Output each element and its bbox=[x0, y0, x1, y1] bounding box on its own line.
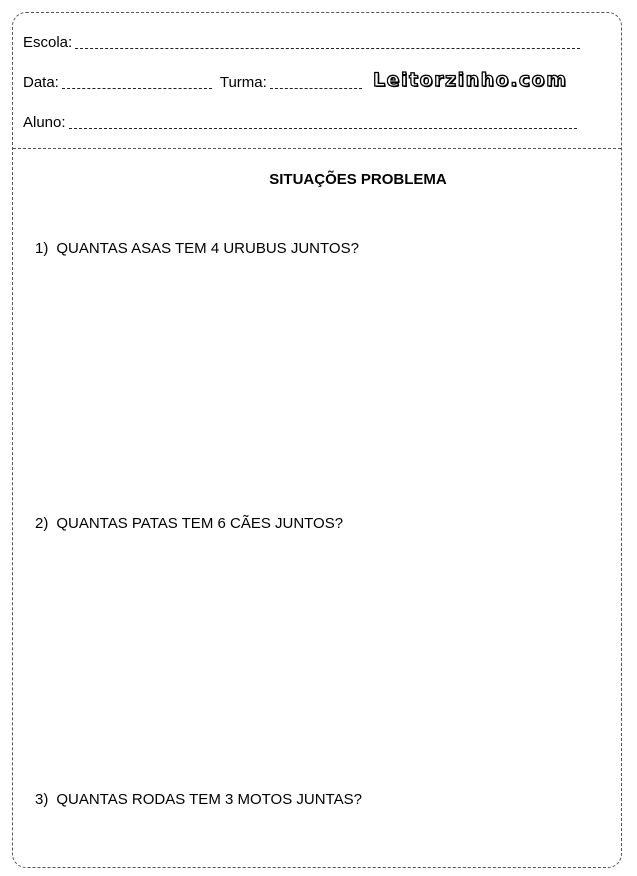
question-number: 3) bbox=[35, 791, 49, 808]
header-section bbox=[13, 13, 621, 149]
class-label: Turma: bbox=[219, 74, 267, 91]
question-text: QUANTAS RODAS TEM 3 MOTOS JUNTAS? bbox=[56, 791, 362, 808]
student-label: Aluno: bbox=[23, 114, 66, 131]
worksheet-page bbox=[12, 12, 622, 868]
site-logo: Leitorzinho.com bbox=[373, 69, 568, 91]
class-fill-line[interactable] bbox=[270, 74, 362, 89]
student-fill-line[interactable] bbox=[69, 114, 577, 129]
date-class-fields bbox=[23, 74, 362, 92]
date-label: Data: bbox=[23, 74, 59, 91]
school-label: Escola: bbox=[23, 34, 73, 51]
school-fill-line[interactable] bbox=[75, 34, 580, 49]
question-number: 2) bbox=[35, 515, 49, 532]
page-title: SITUAÇÕES PROBLEMA bbox=[269, 171, 447, 188]
question-item bbox=[35, 240, 359, 257]
school-field bbox=[23, 34, 580, 52]
question-text: QUANTAS ASAS TEM 4 URUBUS JUNTOS? bbox=[56, 240, 359, 257]
student-field bbox=[23, 114, 577, 132]
question-text: QUANTAS PATAS TEM 6 CÃES JUNTOS? bbox=[56, 515, 344, 532]
question-number: 1) bbox=[35, 240, 49, 257]
question-item bbox=[35, 515, 343, 532]
question-item bbox=[35, 791, 362, 808]
date-fill-line[interactable] bbox=[62, 74, 212, 89]
